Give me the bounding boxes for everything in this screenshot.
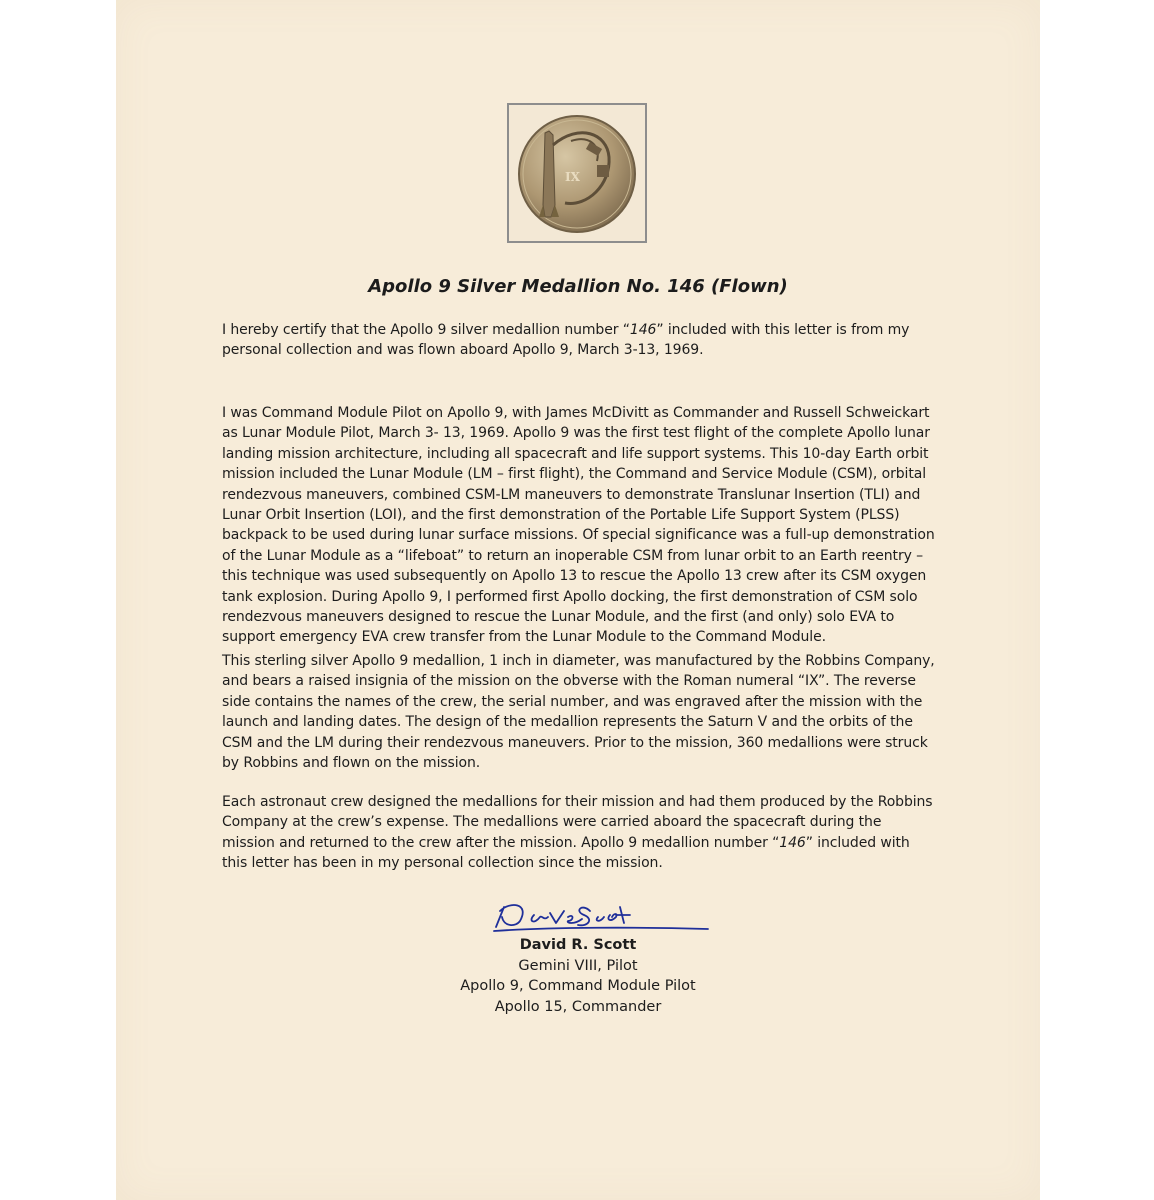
- signer-title-1: Gemini VIII, Pilot: [518, 957, 638, 974]
- document-title: Apollo 9 Silver Medallion No. 146 (Flown): [368, 276, 788, 297]
- p1-medallion-number: 146: [629, 322, 657, 338]
- signature-block: [116, 935, 1040, 1017]
- signer-title-2: Apollo 9, Command Module Pilot: [460, 978, 696, 994]
- paragraph-medallion: This sterling silver Apollo 9 medallion, 1 inch in diameter, was manufactured by the Robbins Company, and bears a raised insignia of the mission on the obverse with the Roman numeral “IX”. The reverse side contains the names of the crew, the serial number, and was engraved after the mission with the launch and landing dates. The design of the medallion represents the Saturn V and the orbits of the CSM and the LM during their rendezvous maneuvers. Prior to the mission, 360 medallions were struck by Robbins and flown on the mission.: [222, 653, 935, 772]
- signer-title-3: Apollo 15, Commander: [494, 998, 662, 1015]
- p1-text-after: ” included with this letter is from my personal collection and was flown aboard Apollo 9, March 3-13, 1969.: [222, 322, 910, 359]
- paragraph-certification: [222, 320, 938, 361]
- medallion-numeral: IX: [565, 170, 580, 184]
- p1-text-before: I hereby certify that the Apollo 9 silver medallion number “: [222, 322, 630, 338]
- paragraph-crew: [222, 792, 938, 874]
- medallion-photo: [507, 103, 647, 243]
- paragraph-mission: I was Command Module Pilot on Apollo 9, with James McDivitt as Commander and Russell Schweickart as Lunar Module Pilot, March 3- 13, 1969. Apollo 9 was the first test flight of the complete Apollo lunar landing mission architecture, including all spacecraft and life support systems. This 10-day Earth orbit mission included the Lunar Module (LM – first flight), the Command and Service Module (CSM), orbital rendezvous maneuvers, combined CSM-LM maneuvers to demonstrate Translunar Insertion (TLI) and Lunar Orbit Insertion (LOI), and the first demonstration of the Portable Life Support System (PLSS) backpack to be used during lunar surface missions. Of special significance was a full-up demonstration of the Lunar Module as a “lifeboat” to return an inoperable CSM from lunar orbit to an Earth reentry – this technique was used subsequently on Apollo 13 to rescue the Apollo 13 crew after its CSM oxygen tank explosion. During Apollo 9, I performed first Apollo docking, the first demonstration of CSM solo rendezvous maneuvers designed to rescue the Lunar Module, and the first (and only) solo EVA to support emergency EVA crew transfer from the Lunar Module to the Command Module.: [222, 405, 935, 646]
- p4-text-after: ” included with this letter has been in my personal collection since the mission.: [222, 834, 910, 872]
- p4-text-before: Each astronaut crew designed the medallions for their mission and had them produced by the Robbins Company at the crew’s expense. The medallions were carried aboard the spacecraft during the mission and returned to the crew after the mission. Apollo 9 medallion number “: [222, 794, 933, 851]
- medallion-image: [509, 105, 645, 241]
- p4-medallion-number: 146: [779, 834, 806, 851]
- signer-name: David R. Scott: [519, 937, 637, 953]
- handwritten-signature: [490, 893, 712, 939]
